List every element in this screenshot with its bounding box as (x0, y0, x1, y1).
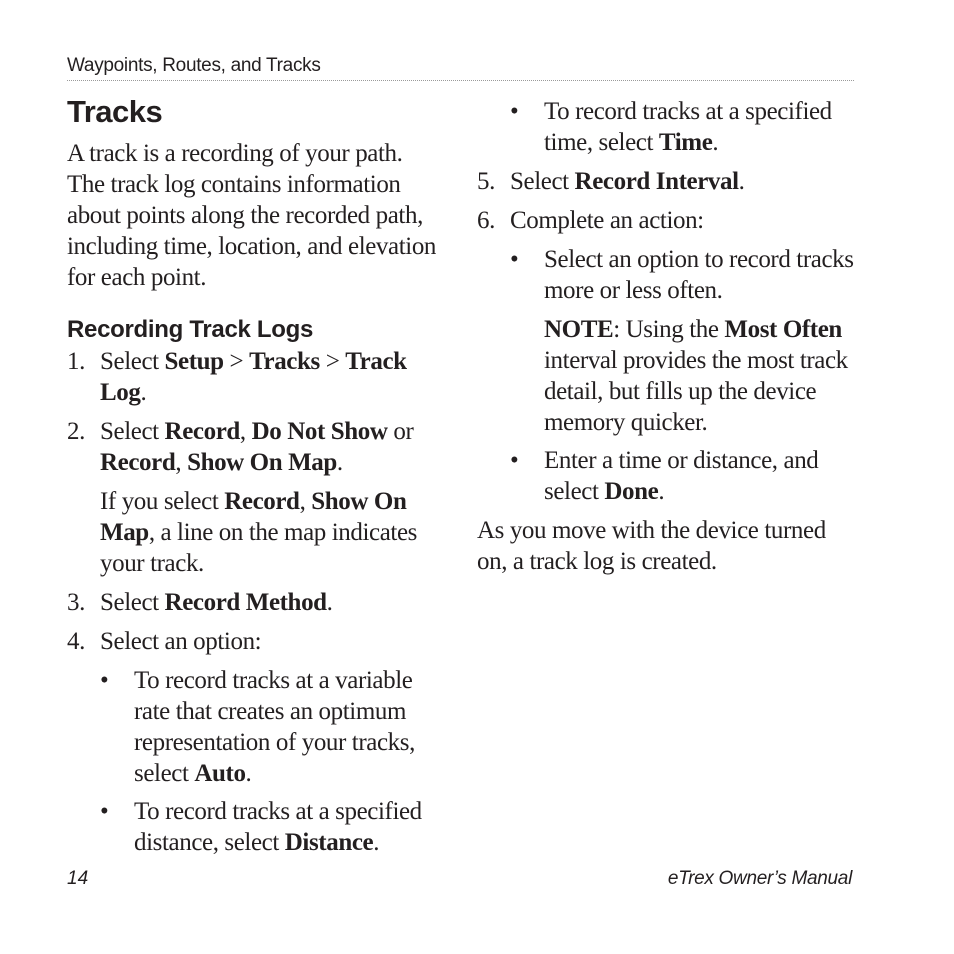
page-title: Tracks (67, 94, 163, 129)
text: . (738, 168, 745, 195)
option-auto: Auto (194, 760, 246, 787)
bullet-glyph: • (100, 798, 109, 825)
bullet-item (510, 445, 860, 507)
text: > (223, 348, 250, 375)
text: Select (510, 168, 575, 195)
intro-line: about points along the recorded path, (67, 202, 423, 229)
text: To record tracks at a specified (544, 98, 832, 125)
menu-track-log: Track (345, 348, 407, 375)
step-text (100, 416, 442, 478)
text: detail, but fills up the device (544, 378, 817, 405)
text: rate that creates an optimum (134, 698, 407, 725)
step-3 (67, 587, 442, 618)
text: As you move with the device turned (477, 517, 826, 544)
text: Select (100, 418, 165, 445)
note-block (544, 314, 860, 438)
step-number: 2. (67, 418, 85, 445)
step-number: 5. (477, 168, 495, 195)
option-record-method: Record Method (164, 589, 327, 616)
option-show-on-map: Map (100, 519, 149, 546)
text: > (319, 348, 346, 375)
option-do-not-show: Do Not Show (251, 418, 388, 445)
text: select (544, 478, 605, 505)
text: select (134, 760, 195, 787)
intro-line: The track log contains information (67, 171, 401, 198)
bullet-item (510, 96, 855, 158)
option-done: Done (604, 478, 659, 505)
text: . (245, 760, 252, 787)
bullet-glyph: • (100, 667, 109, 694)
bullet-item (100, 665, 445, 789)
menu-tracks: Tracks (249, 348, 320, 375)
text: To record tracks at a variable (134, 667, 413, 694)
step-text: Select an option: (100, 628, 262, 655)
step-text (510, 166, 857, 197)
text: representation of your tracks, (134, 729, 415, 756)
step-number: 1. (67, 348, 85, 375)
step-6 (477, 205, 857, 236)
intro-line: for each point. (67, 264, 207, 291)
option-record: Record (100, 449, 176, 476)
intro-line: A track is a recording of your path. (67, 140, 403, 167)
text: . (658, 478, 665, 505)
text: . (373, 829, 380, 856)
text: . (140, 379, 147, 406)
bullet-item (100, 796, 445, 858)
page-number: 14 (67, 868, 89, 889)
step-text (100, 346, 442, 408)
header-rule (67, 80, 854, 81)
text: , (239, 418, 252, 445)
bullet-glyph: • (510, 246, 519, 273)
running-head: Waypoints, Routes, and Tracks (67, 55, 321, 76)
option-show-on-map: Show On (311, 488, 407, 515)
note-label: NOTE (544, 316, 614, 343)
step-number: 6. (477, 207, 495, 234)
step-1 (67, 346, 442, 408)
text: more or less often. (544, 277, 723, 304)
text: interval provides the most track (544, 347, 848, 374)
step-text (100, 587, 442, 618)
manual-title: eTrex Owner’s Manual (667, 868, 852, 889)
text: , (175, 449, 188, 476)
bullet-glyph: • (510, 98, 519, 125)
text: on, a track log is created. (477, 548, 717, 575)
option-record-interval: Record Interval (574, 168, 739, 195)
text: Select an option to record tracks (544, 246, 854, 273)
text: memory quicker. (544, 409, 708, 436)
step-5 (477, 166, 857, 197)
step-number: 4. (67, 628, 85, 655)
step-text: Complete an action: (510, 207, 704, 234)
bullet-item (510, 244, 860, 306)
option-most-often: Most Often (724, 316, 842, 343)
text: . (336, 449, 343, 476)
text: or (387, 418, 414, 445)
closing-paragraph (477, 515, 857, 577)
menu-setup: Setup (164, 348, 224, 375)
bullet-glyph: • (510, 447, 519, 474)
option-show-on-map: Show On Map (187, 449, 337, 476)
text: Select (100, 348, 165, 375)
text: To record tracks at a specified (134, 798, 422, 825)
step-number: 3. (67, 589, 85, 616)
text: : Using the (613, 316, 725, 343)
intro-line: including time, location, and elevation (67, 233, 437, 260)
step-2 (67, 416, 442, 478)
intro-paragraph (67, 138, 436, 293)
text: Select (100, 589, 165, 616)
menu-track-log: Log (100, 379, 141, 406)
text: . (326, 589, 333, 616)
text: , a line on the map indicates (148, 519, 417, 546)
section-subheading: Recording Track Logs (67, 316, 314, 343)
option-time: Time (658, 129, 713, 156)
option-record: Record (164, 418, 240, 445)
text: Enter a time or distance, and (544, 447, 819, 474)
text: If you select (100, 488, 225, 515)
step-2-note (100, 486, 445, 579)
option-distance: Distance (284, 829, 374, 856)
text: time, select (544, 129, 659, 156)
option-record: Record (224, 488, 300, 515)
text: , (299, 488, 312, 515)
text: your track. (100, 550, 204, 577)
text: . (712, 129, 719, 156)
step-4 (67, 626, 442, 657)
text: distance, select (134, 829, 285, 856)
